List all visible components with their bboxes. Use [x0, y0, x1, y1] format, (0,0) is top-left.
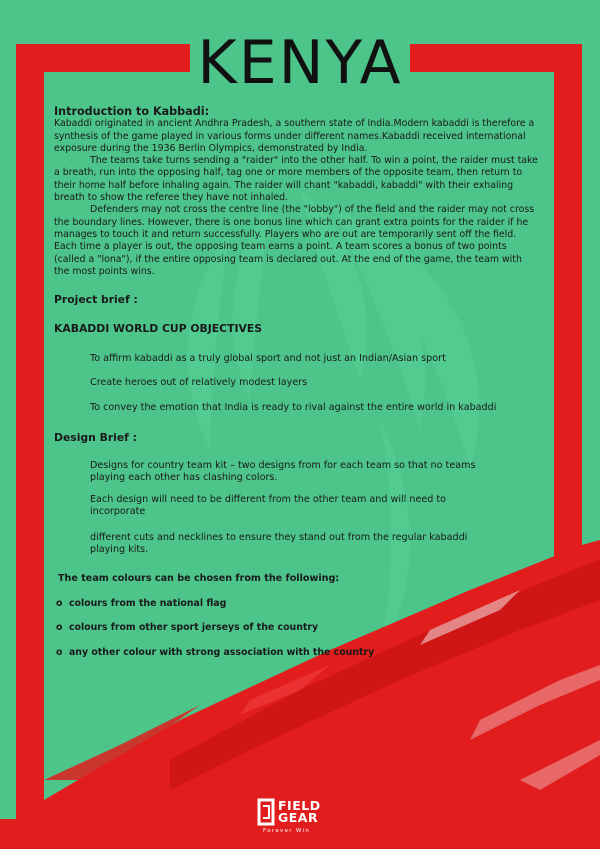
objectives-heading: KABADDI WORLD CUP OBJECTIVES [54, 322, 262, 335]
design-brief-heading: Design Brief : [54, 431, 137, 444]
colour-option [56, 622, 318, 633]
project-brief-heading: Project brief : [54, 293, 138, 306]
design-brief-item: different cuts and necklines to ensure they stand out from the regular kabaddi playing kits. [90, 532, 468, 556]
colour-option-text: colours from other sport jerseys of the country [68, 622, 319, 633]
logo-tagline: Forever Win [263, 828, 311, 834]
colours-heading: The team colours can be chosen from the following: [58, 573, 340, 584]
design-brief-item: Designs for country team kit – two designs from for each team so that no teams playing each other has clashing colors. [90, 460, 476, 484]
bullet-marker: o [56, 622, 63, 633]
colour-option-text: any other colour with strong association with the country [68, 647, 375, 658]
design-brief-item: Each design will need to be different from the other team and will need to incorporate [90, 494, 447, 518]
objective-item: To convey the emotion that India is ready to rival against the entire world in kabaddi [90, 402, 497, 413]
intro-paragraph: Defenders may not cross the centre line (the "lobby") of the field and the raider may not cross the boundary lines. However, there is one bonus line which can grant extra points for the raider if he manages to touch it and return successfully. Players who are out are temporarily sent off the field. Each time a player is out, the opposing team earns a point. A team scores a bonus of two points (called a "lona"), if the entire opposing team is declared out. At the end of the game, the team with the most points wins. [54, 204, 535, 277]
colour-option [56, 647, 374, 658]
bullet-marker: o [56, 598, 63, 609]
colour-option-text: colours from the national flag [68, 598, 227, 609]
bullet-marker: o [56, 647, 63, 658]
intro-section [54, 106, 538, 278]
logo-line2: GEAR [278, 810, 319, 825]
colour-option [56, 598, 226, 609]
page-title: KENYA [190, 22, 410, 104]
intro-paragraph: Kabaddi originated in ancient Andhra Pradesh, a southern state of India.Modern kabaddi is therefore a synthesis of the game played in various forms under different names.Kabaddi received international exposure during the 1936 Berlin Olympics, demonstrated by India. [54, 118, 535, 154]
intro-paragraph: The teams take turns sending a "raider" into the other half. To win a point, the raider must take a breath, run into the opposing half, tag one or more members of the opposite team, then return to their home half before inhaling again. The raider will chant "kabaddi, kabaddi" with their exhaling breath to show the referee they have not inhaled. [54, 155, 538, 204]
logo-line1: FIELD [278, 798, 321, 813]
objective-item: To affirm kabaddi as a truly global sport and not just an Indian/Asian sport [90, 353, 446, 364]
objective-item: Create heroes out of relatively modest layers [90, 377, 308, 388]
logo-wordmark [278, 800, 321, 824]
intro-heading: Introduction to Kabbadi: [54, 105, 210, 118]
